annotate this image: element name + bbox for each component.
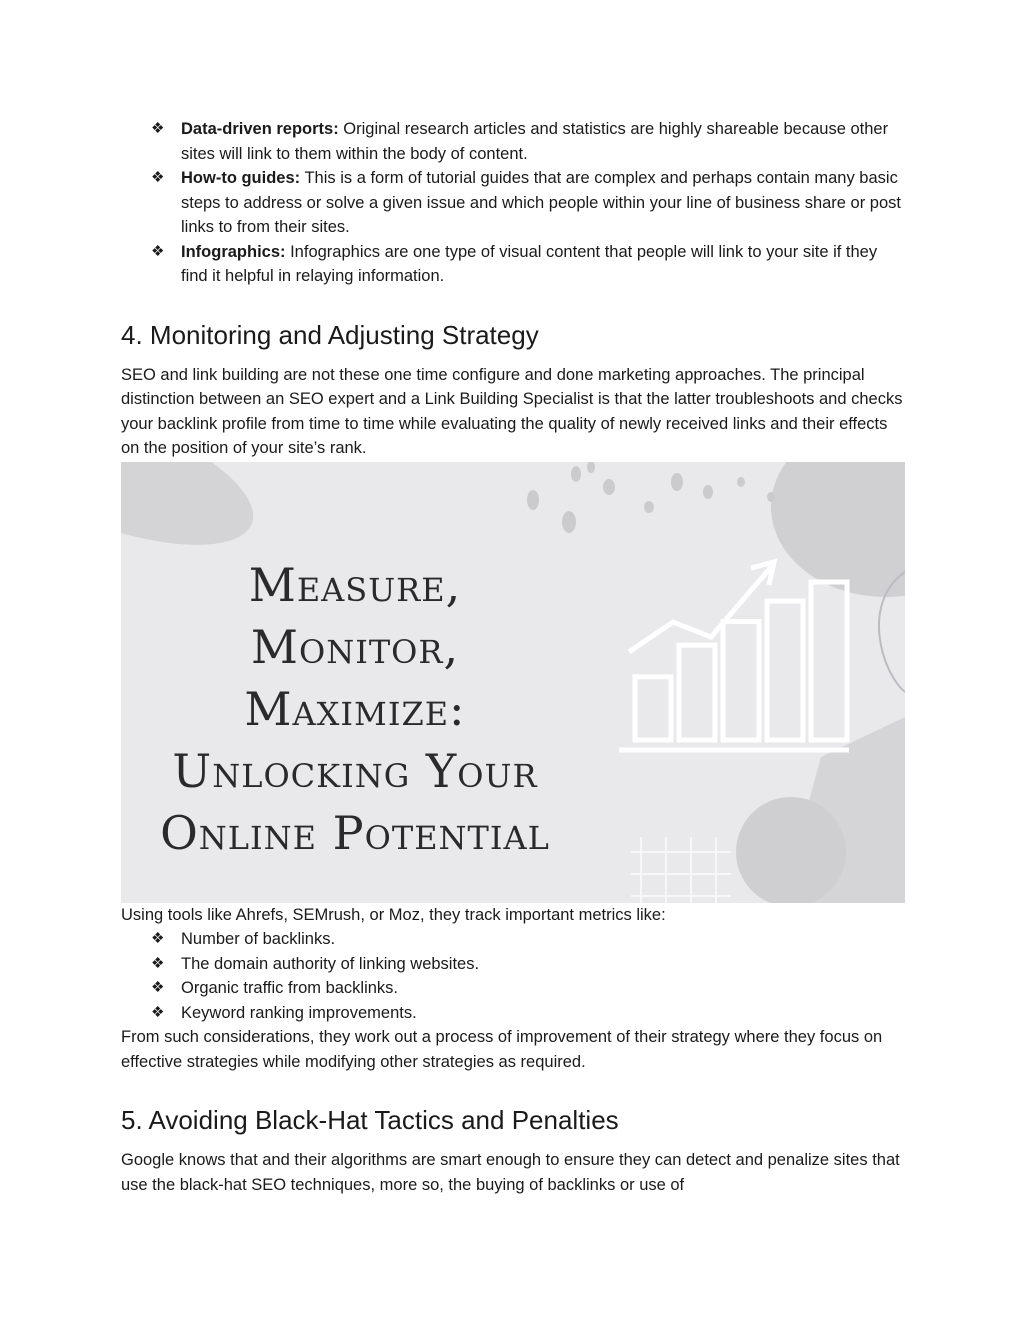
metric-text: The domain authority of linking websites.: [181, 954, 480, 973]
metrics-list: [121, 927, 906, 1025]
chart-bar: [635, 676, 671, 739]
bullet-text: Original research articles and statistics are highly shareable because other sites will link to them within the body of content.: [181, 120, 889, 163]
diamond-bullet-icon: ❖: [151, 930, 165, 947]
decor-grid: [631, 837, 731, 903]
diamond-bullet-icon: ❖: [151, 954, 165, 972]
section-4-paragraph: SEO and link building are not these one time configure and done marketing approaches. The principal distinction between an SEO expert and a Link Building Specialist is that the latter troubleshoots and checks your backlink profile from time to time while evaluating the quality of newly received links and their effects on the position of your site’s rank.: [121, 365, 903, 457]
banner-line: Online Potential: [160, 805, 550, 860]
bullet-title: Data-driven reports:: [181, 120, 339, 138]
section-5-heading: 5. Avoiding Black-Hat Tactics and Penalties: [121, 1105, 619, 1135]
diamond-bullet-icon: ❖: [151, 120, 165, 137]
section-5-paragraph: Google knows that and their algorithms are smart enough to ensure they can detect and penalize sites that use the black-hat SEO techniques, more so, the buying of backlinks or use of: [121, 1151, 900, 1194]
decor-dots: [527, 462, 775, 533]
trend-arrow-line: [629, 567, 771, 652]
closing-paragraph: From such considerations, they work out a process of improvement of their strategy where they focus on effective strategies while modifying other strategies as required.: [121, 1028, 883, 1071]
diamond-bullet-icon: ❖: [151, 242, 165, 260]
bullet-title: Infographics:: [181, 242, 286, 261]
list-item: [121, 976, 906, 1001]
page-content: [121, 117, 906, 1197]
diamond-bullet-icon: ❖: [151, 979, 165, 996]
chart-bar: [679, 645, 715, 740]
banner-line: Unlocking Your: [172, 743, 538, 798]
list-item: [121, 952, 906, 977]
banner-line: Monitor,: [250, 619, 460, 674]
chart-bar: [723, 621, 759, 740]
measure-monitor-banner: [121, 462, 905, 903]
growth-chart-icon: [619, 562, 849, 750]
list-item: [121, 927, 906, 952]
metric-text: Organic traffic from backlinks.: [181, 979, 399, 997]
diamond-bullet-icon: ❖: [151, 1003, 165, 1021]
decor-blob: [771, 462, 905, 597]
banner-line: Measure,: [248, 557, 462, 612]
list-item: [121, 166, 906, 240]
chart-bar: [811, 582, 847, 740]
bullet-text: Infographics are one type of visual content that people will link to your site if they find it helpful in relaying information.: [181, 242, 878, 285]
chart-bar: [767, 600, 803, 739]
tools-intro: Using tools like Ahrefs, SEMrush, or Moz, they track important metrics like:: [121, 905, 666, 924]
banner-line: Maximize:: [244, 681, 466, 736]
list-item: [121, 240, 906, 289]
decor-circle: [736, 797, 846, 903]
banner-title: [121, 554, 589, 864]
list-item: [121, 1001, 906, 1026]
section-4-heading: 4. Monitoring and Adjusting Strategy: [121, 319, 539, 350]
list-item: [121, 117, 906, 166]
intro-bullet-list: [121, 117, 906, 289]
metric-text: Number of backlinks.: [181, 930, 336, 948]
metric-text: Keyword ranking improvements.: [181, 1003, 417, 1022]
bullet-title: How-to guides:: [181, 169, 301, 187]
diamond-bullet-icon: ❖: [151, 169, 165, 186]
bullet-text: This is a form of tutorial guides that are complex and perhaps contain many basic steps to address or solve a given issue and which people within your line of business share or post links to from their sites.: [181, 169, 901, 236]
